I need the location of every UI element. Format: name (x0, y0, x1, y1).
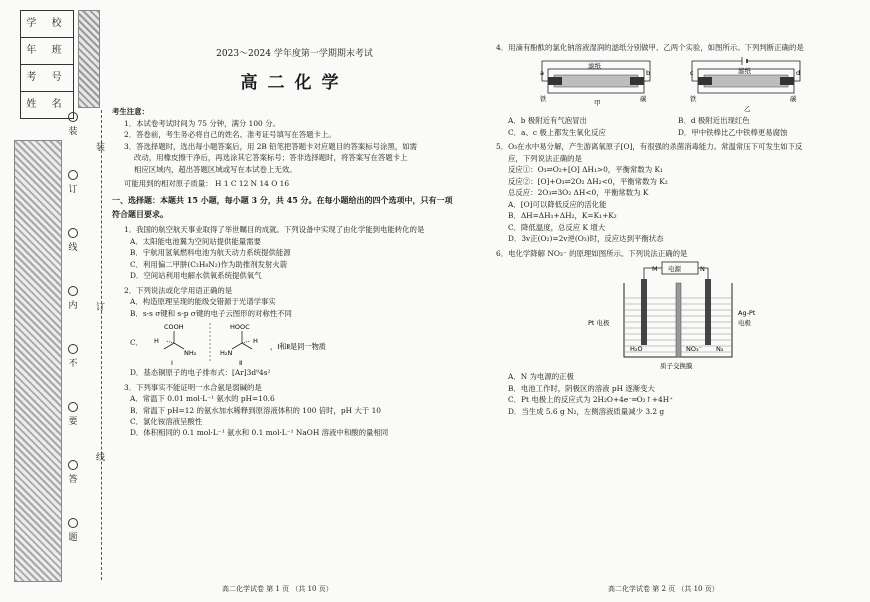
side-char: 装 (96, 143, 106, 153)
yi-label: 铁 (690, 95, 697, 104)
struct-label: H (253, 337, 258, 346)
q5-reaction-total: 总反应：2O₃⇌3O₂ ΔH<0，平衡常数为 K (508, 188, 649, 198)
q2-option-c-label: C． (130, 338, 144, 348)
q1-option-d: D．空间站利用电解水供氧系统提供氧气 (130, 271, 262, 281)
q6-option-b: B．电池工作时，阴极区的溶液 pH 逐渐变大 (508, 383, 655, 393)
q4-diagrams (496, 53, 861, 115)
subject-title: 高二化学 (240, 72, 349, 93)
cut-line-marks (62, 112, 84, 582)
circle-mark-icon (68, 460, 78, 470)
info-field-id: 考 号 (21, 65, 73, 92)
atomic-masses: 可能用到的相对原子质量： H 1 C 12 N 14 O 16 (124, 179, 290, 189)
side-char: 订 (96, 303, 106, 313)
q2-option-d: D．基态铜原子的电子排布式：[Ar]3d⁹4s² (130, 368, 271, 378)
q4-option-b: B．d 极附近出现红色 (678, 116, 750, 126)
circle-mark-icon (68, 344, 78, 354)
q5-option-c: C．降低温度，总反应 K 增大 (508, 222, 606, 232)
question-1-stem: 1．我国的航空航天事业取得了举世瞩目的成就。下列设备中实现了由化学能到电能转化的是 (124, 225, 425, 235)
struct-label: H₂N (220, 349, 233, 358)
q3-option-b: B．常温下 pH=12 的氨水加水稀释到原溶液体积的 100 倍时，pH 大于 10 (130, 405, 381, 415)
jia-label: 铁 (540, 95, 547, 104)
circle-mark-icon (68, 228, 78, 238)
yi-label: 滤纸 (738, 67, 751, 76)
binding-dashed-line (101, 110, 102, 580)
notice-line: 相应区域内，超出答题区域或写在本试卷上无效。 (134, 164, 297, 174)
diagram-label: 质子交换膜 (660, 362, 693, 371)
struct-label: COOH (164, 323, 184, 332)
q4-option-c: C．a、c 极上都发生氧化反应 (508, 127, 606, 137)
amino-acid-structures (146, 319, 356, 367)
diagram-label: M (652, 265, 658, 274)
yi-label: c (690, 69, 694, 78)
notice-line: 2．答卷前，考生务必将自己的姓名、准考证号填写在答题卡上。 (124, 130, 336, 140)
jia-label: a (540, 69, 544, 78)
question-5-stem: 5．O₃在水中易分解，产生游离氧原子[O]，有很强的杀菌消毒能力。常温常压下可发生如下反 (496, 142, 803, 152)
circle-mark-icon (68, 170, 78, 180)
exam-title: 2023～2024 学年度第一学期期末考试 (216, 49, 373, 59)
page-1-footer: 高二化学试卷 第 1 页 （共 10 页） (222, 585, 333, 593)
yi-label: 碳 (790, 95, 797, 104)
q6-option-c: C．Pt 电极上的反应式为 2H₂O+4e⁻═O₂↑+4H⁺ (508, 395, 674, 405)
student-info-box (20, 10, 74, 119)
notice-line: 1．本试卷考试时间为 75 分钟，满分 100 分。 (124, 118, 280, 128)
page-2 (496, 42, 861, 417)
struct-label: Ⅰ (171, 359, 173, 368)
q2-option-a: A．构造原理呈现的能级交错源于光谱学事实 (130, 297, 276, 307)
hatched-panel-top (78, 10, 100, 108)
diagram-label: Ag-Pt (738, 309, 756, 318)
cut-mark: 内 (68, 301, 78, 311)
jia-label: 碳 (640, 95, 647, 104)
circle-mark-icon (68, 112, 78, 122)
page-2-footer: 高二化学试卷 第 2 页 （共 10 页） (608, 585, 719, 593)
q3-option-d: D．体积相同的 0.1 mol·L⁻¹ 氨水和 0.1 mol·L⁻¹ NaOH 溶液中和酸的量相同 (130, 428, 389, 438)
q5-option-d: D．3v正(O₂)=2v逆(O₃)时，反应达到平衡状态 (508, 234, 664, 244)
jia-label: 滤纸 (588, 62, 601, 71)
q3-option-a: A．常温下 0.01 mol·L⁻¹ 氨水的 pH=10.6 (130, 394, 275, 404)
side-char: 线 (96, 453, 106, 463)
diagram-label: 电源 (668, 265, 681, 274)
diagram-label: 电极 (738, 319, 751, 328)
q1-option-c: C．利用偏二甲肼(C₂H₈N₂)作为助推剂发射火箭 (130, 259, 288, 269)
q1-option-a: A．太阳能电池翼为空间站提供能量需要 (130, 236, 261, 246)
section-1-heading: 一、选择题：本题共 15 小题，每小题 3 分，共 45 分。在每小题给出的四个选项中，只有一项 (112, 194, 453, 205)
diagram-label: N₂ (716, 345, 724, 354)
yi-label: 乙 (744, 105, 751, 114)
cut-mark: 装 (68, 127, 78, 137)
section-1-heading-cont: 符合题目要求。 (112, 208, 168, 219)
q4-options-row-2 (496, 127, 861, 138)
question-6-stem: 6．电化学降解 NO₃⁻ 的原理如图所示。下列说法正确的是 (496, 248, 688, 258)
cut-mark: 题 (68, 533, 78, 543)
cut-mark: 要 (68, 417, 78, 427)
cut-mark: 不 (68, 359, 78, 369)
info-field-class: 年 班 (21, 38, 73, 65)
hatched-panel-left (14, 140, 62, 582)
q6-option-d: D．当生成 5.6 g N₂，左侧溶液质量减少 3.2 g (508, 406, 665, 416)
q6-diagram (496, 259, 861, 371)
struct-label: H (154, 337, 159, 346)
cut-mark: 订 (68, 185, 78, 195)
question-5-stem-cont: 应，下列说法正确的是 (508, 153, 582, 163)
q5-option-b: B．ΔH=ΔH₁+ΔH₂，K=K₁+K₂ (508, 211, 617, 221)
notice-line: 改动，用橡皮擦干净后，再选涂其它答案标号；答非选择题时，将答案写在答题卡上 (134, 153, 408, 163)
cut-mark: 线 (68, 243, 78, 253)
circle-mark-icon (68, 518, 78, 528)
info-field-school: 学 校 (21, 11, 73, 38)
filter-paper-experiments (496, 53, 861, 115)
notice-title: 考生注意： (112, 107, 149, 117)
q4-option-d: D．甲中铁棒比乙中铁棒更易腐蚀 (678, 127, 788, 137)
notice-line: 3．答选择题时，选出每小题答案后，用 2B 铅笔把答题卡对应题目的答案标号涂黑，如需 (124, 141, 417, 151)
struct-label: NH₂ (184, 349, 197, 358)
q2-option-c (112, 319, 477, 367)
question-4-stem: 4．用滴有酚酞的氯化钠溶液湿润的滤纸分别做甲、乙两个实验，如图所示。下列判断正确的是 (496, 43, 804, 52)
diagram-label: H₂O (630, 345, 643, 354)
q5-reaction-1: 反应①：O₃⇌O₂+[O] ΔH₁>0，平衡常数为 K₁ (508, 165, 663, 175)
diagram-label: N (700, 265, 705, 274)
info-field-name: 姓 名 (26, 99, 68, 110)
yi-label: d (796, 69, 801, 78)
q1-option-b: B．宇航用氢氧燃料电池为航天动力系统提供能源 (130, 248, 291, 258)
q6-option-a: A．N 为电源的正极 (508, 372, 574, 382)
electrolysis-cell-diagram (496, 259, 861, 371)
struct-label: Ⅱ (239, 359, 243, 368)
q5-option-a: A．[O]可以降低反应的活化能 (508, 199, 607, 209)
cut-mark: 答 (68, 475, 78, 485)
question-3-stem: 3．下列事实不能证明一水合氨是弱碱的是 (124, 382, 262, 392)
q2-option-b: B．s-s σ键和 s-p σ键的电子云图形的对称性不同 (130, 308, 292, 318)
diagram-label: Pt 电极 (588, 319, 610, 328)
struct-label: HOOC (230, 323, 250, 332)
q5-reaction-2: 反应②：[O]+O₃⇌2O₂ ΔH₂<0，平衡常数为 K₂ (508, 176, 668, 186)
page-1 (112, 44, 477, 439)
q3-option-c: C．氯化铵溶液呈酸性 (130, 416, 203, 426)
circle-mark-icon (68, 286, 78, 296)
q4-option-a: A．b 极附近有气泡冒出 (508, 116, 587, 126)
circle-mark-icon (68, 402, 78, 412)
diagram-label: NO₃⁻ (686, 345, 703, 354)
jia-label: b (646, 69, 651, 78)
jia-label: 甲 (594, 99, 601, 108)
q4-options-row-1 (496, 115, 861, 126)
q2-option-c-text: ，Ⅰ和Ⅱ是同一物质 (270, 342, 326, 352)
question-2-stem: 2．下列说法或化学用语正确的是 (124, 285, 233, 295)
